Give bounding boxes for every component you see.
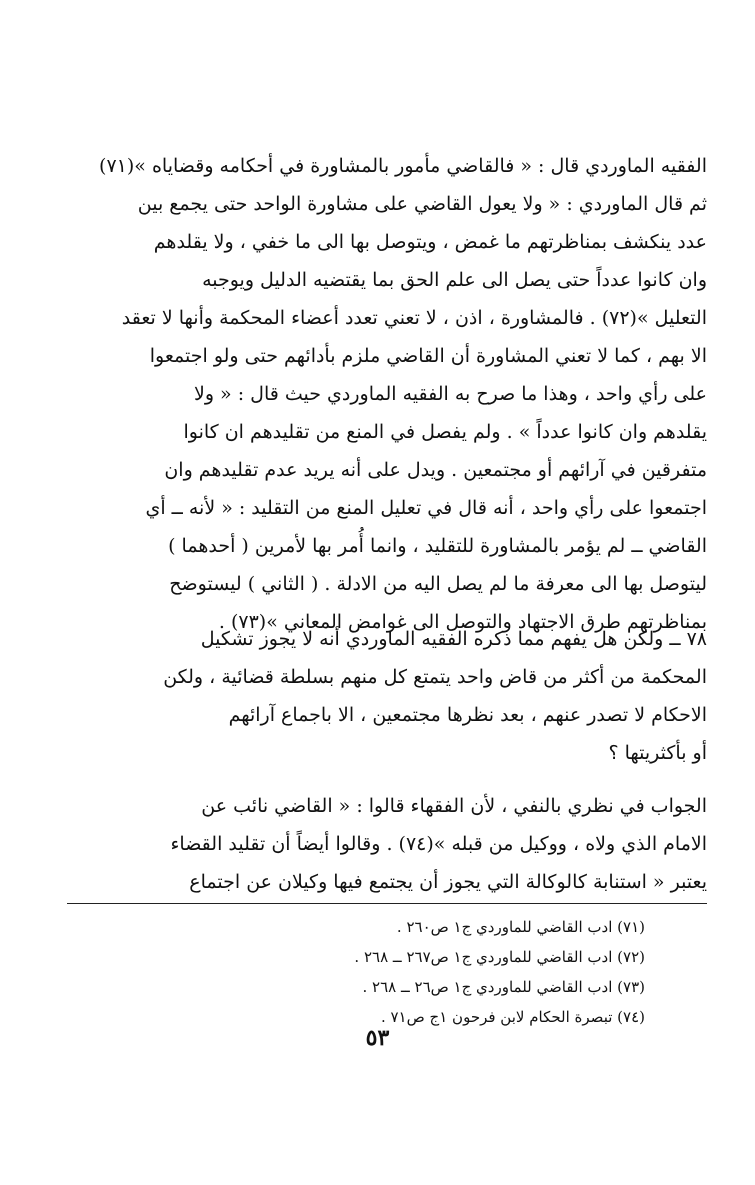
text-line: الا بهم ، كما لا تعني المشاورة أن القاضي ملزم بأدائهم حتى ولو اجتمعوا [149,345,707,367]
text-line: التعليل »(٧٢) . فالمشاورة ، اذن ، لا تعني تعدد أعضاء المحكمة وأنها لا تعقد [121,307,707,329]
footnote-73: (٧٣) ادب القاضي للماوردي ج١ ص٢٦ ــ ٢٦٨ . [362,978,645,996]
footnotes [225,912,645,1032]
text-line: القاضي ــ لم يؤمر بالمشاورة للتقليد ، وانما أُمر بها لأمرين ( أحدهما ) [168,535,707,557]
text-line: عدد ينكشف بمناظرتهم ما غمض ، ويتوصل بها الى ما خفي ، ولا يقلدهم [153,231,707,253]
footnote-divider [67,903,707,904]
footnote-72: (٧٢) ادب القاضي للماوردي ج١ ص٢٦٧ ــ ٢٦٨ . [354,948,645,966]
paragraph-78-question [67,620,707,772]
text-line: الامام الذي ولاه ، ووكيل من قبله »(٧٤) . وقالوا أيضاً أن تقليد القضاء [170,833,707,855]
text-line: يعتبر « استنابة كالوكالة التي يجوز أن يجتمع فيها وكيلان عن اجتماع [189,871,707,893]
text-line: ليتوصل بها الى معرفة ما لم يصل اليه من الادلة . ( الثاني ) ليستوضح [169,573,707,595]
text-line: ثم قال الماوردي : « ولا يعول القاضي على مشاورة الواحد حتى يجمع بين [137,193,707,215]
text-line: الفقيه الماوردي قال : « فالقاضي مأمور بالمشاورة في أحكامه وقضاياه »(٧١) [99,155,707,177]
text-line: ٧٨ ــ ولكن هل يفهم مما ذكره الفقيه الماوردي أنه لا يجوز تشكيل [200,628,707,650]
text-line: الجواب في نظري بالنفي ، لأن الفقهاء قالوا : « القاضي نائب عن [201,795,707,817]
paragraph-answer [67,787,707,901]
text-line: على رأي واحد ، وهذا ما صرح به الفقيه الماوردي حيث قال : « ولا [194,383,707,405]
text-line: يقلدهم وان كانوا عدداً » . ولم يفصل في المنع من تقليدهم ان كانوا [183,421,707,443]
footnote-71: (٧١) ادب القاضي للماوردي ج١ ص٢٦٠ . [396,918,645,936]
text-line: المحكمة من أكثر من قاض واحد يتمتع كل منهم بسلطة قضائية ، ولكن [163,666,707,688]
text-line: بمناظرتهم طرق الاجتهاد والتوصل الى غوامض المعاني »(٧٣) . [218,611,707,633]
footnote-74: (٧٤) تبصرة الحكام لابن فرحون ١ج ص٧١ . [380,1008,645,1026]
page-number: ٥٣ [365,1025,390,1051]
text-line: أو بأكثريتها ؟ [608,742,707,764]
paragraph-mawardi-quote [67,147,707,641]
text-line: الاحكام لا تصدر عنهم ، بعد نظرها مجتمعين ، الا باجماع آرائهم [228,704,707,726]
text-line: متفرقين في آرائهم أو مجتمعين . ويدل على أنه يريد عدم تقليدهم وان [164,459,707,481]
text-line: اجتمعوا على رأي واحد ، أنه قال في تعليل المنع من التقليد : « لأنه ــ أي [145,497,707,519]
text-line: وان كانوا عدداً حتى يصل الى علم الحق بما يقتضيه الدليل ويوجبه [202,269,707,291]
